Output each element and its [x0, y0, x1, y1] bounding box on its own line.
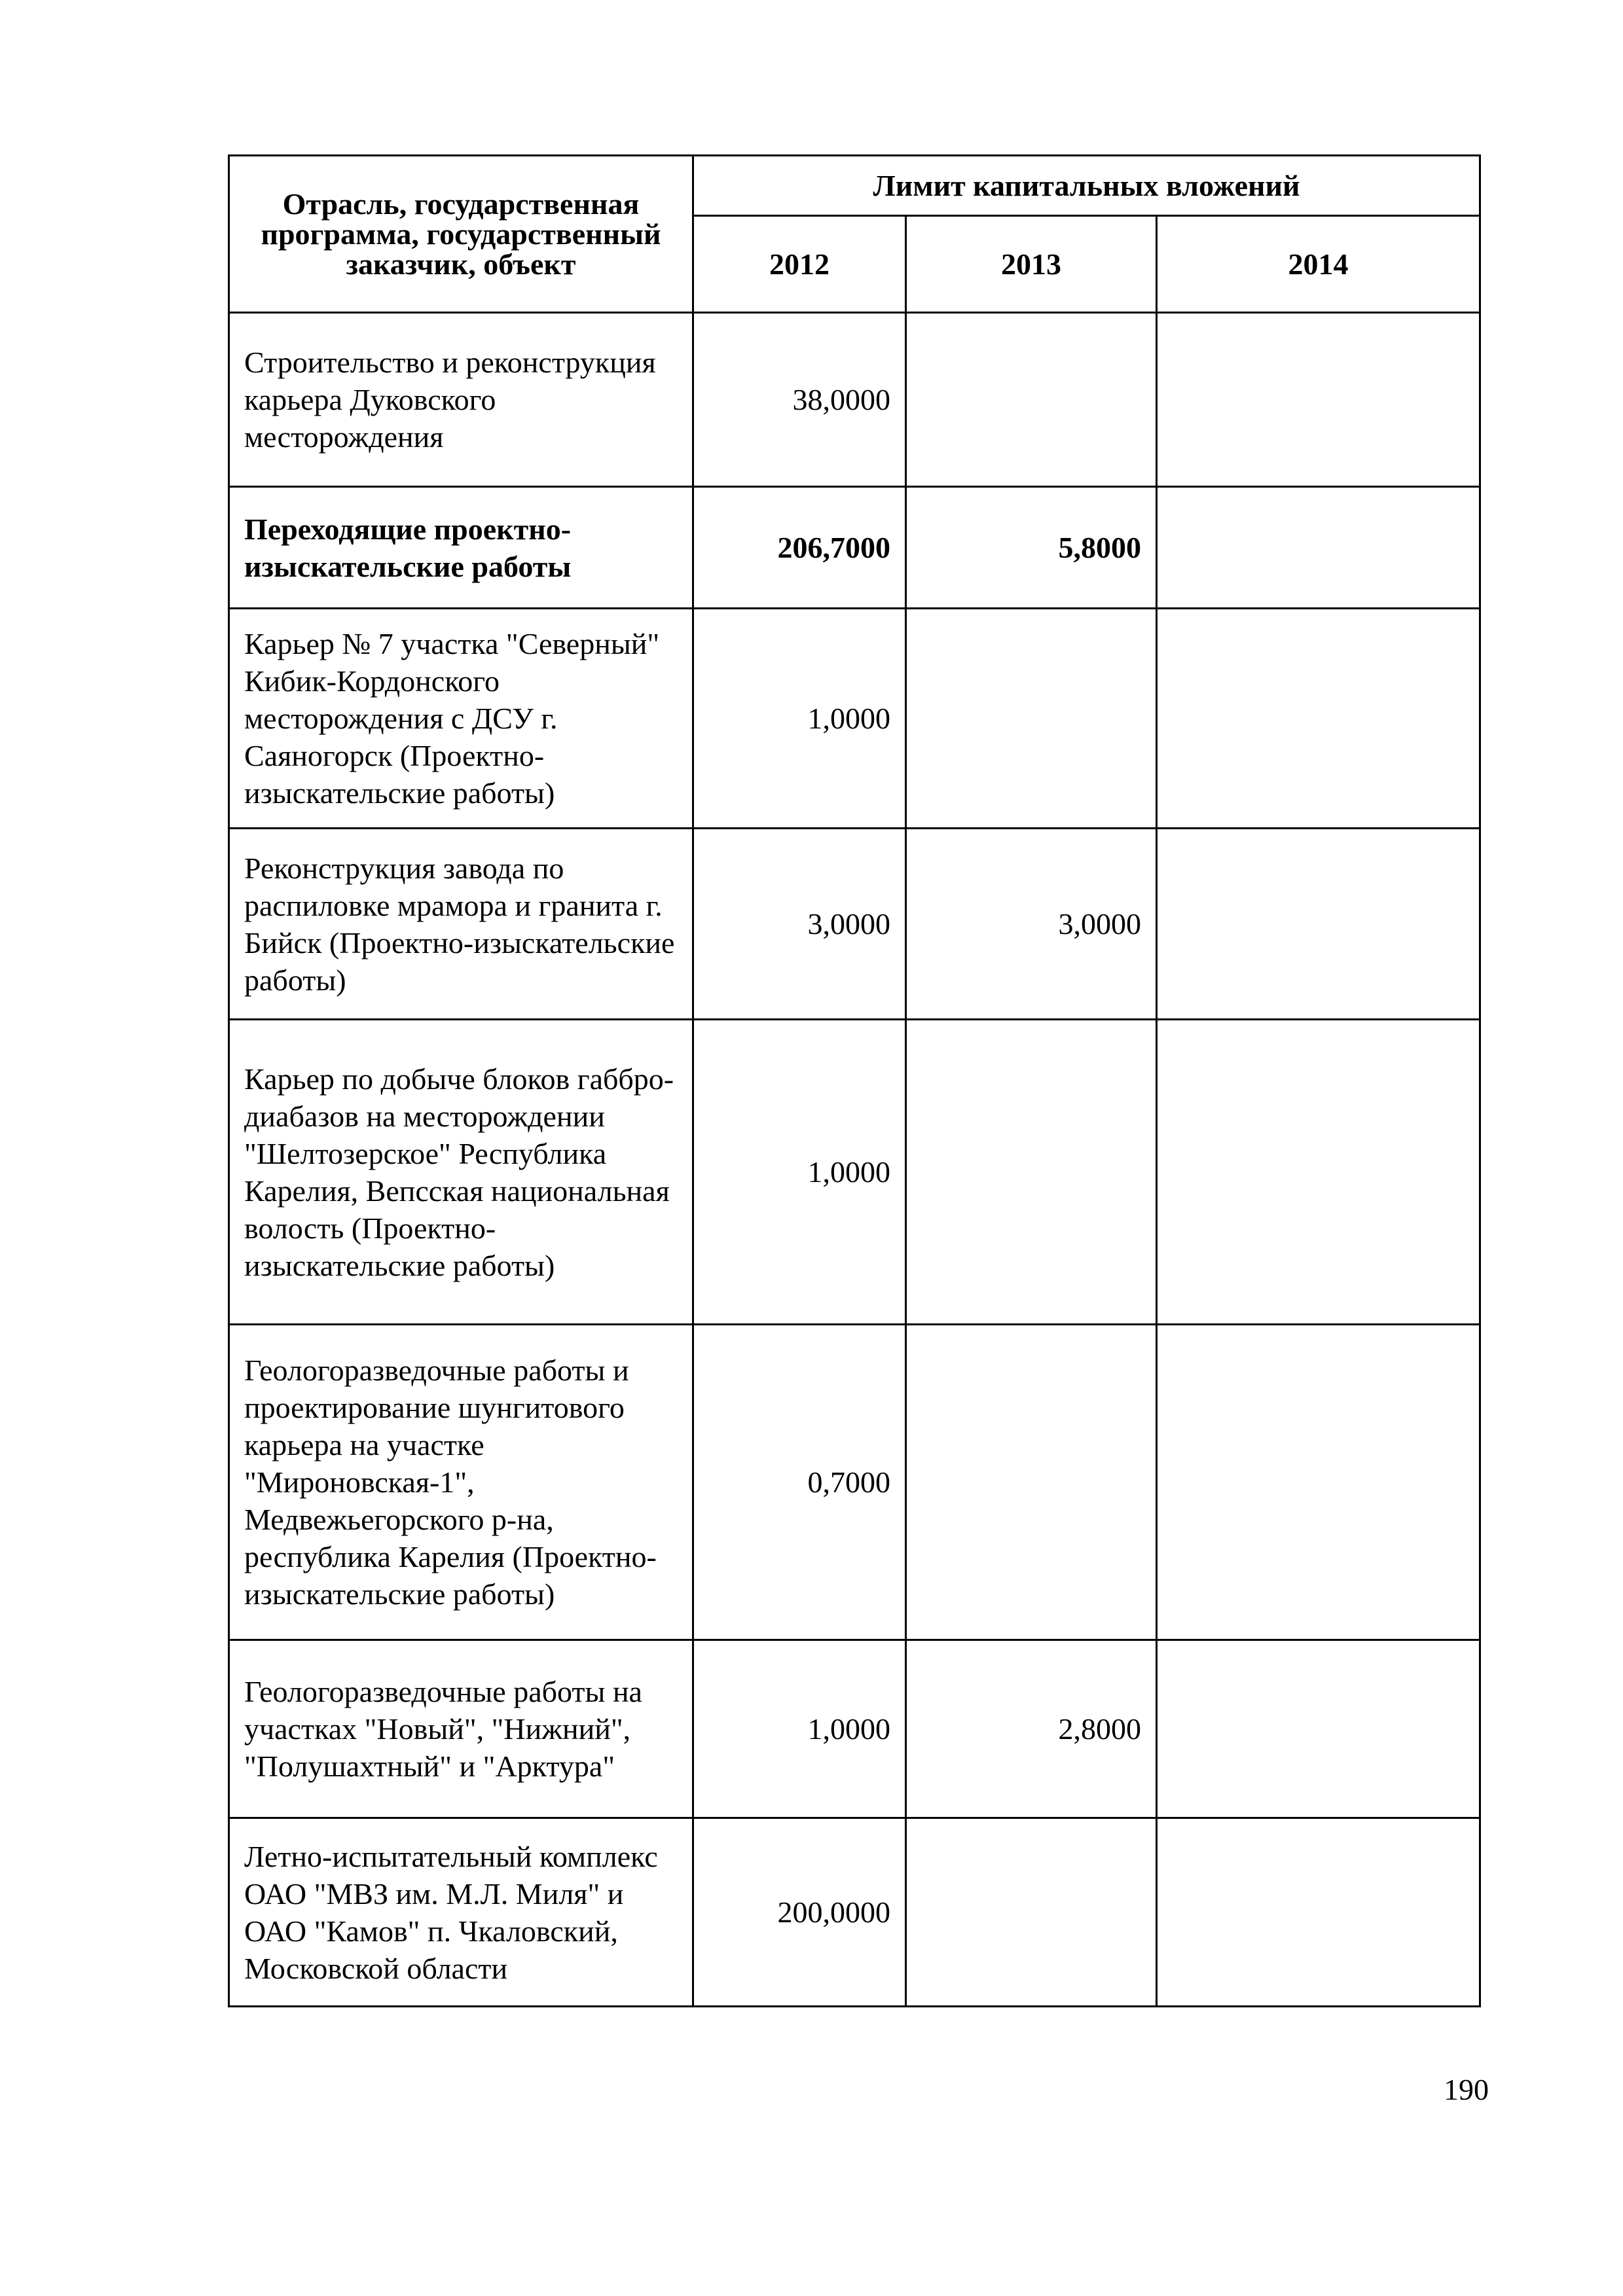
row-value-2012: 206,7000 — [693, 487, 906, 609]
table-row — [229, 1640, 1480, 1818]
row-value-2014 — [1157, 313, 1480, 487]
table-row — [229, 487, 1480, 609]
row-object-name: Геологоразведочные работы на участках "Новый", "Нижний", "Полушахтный" и "Арктура" — [229, 1640, 693, 1818]
table-row — [229, 313, 1480, 487]
header-group-cell: Лимит капитальных вложений — [693, 156, 1480, 216]
row-value-2013: 2,8000 — [906, 1640, 1157, 1818]
row-object-name: Геологоразведочные работы и проектирование шунгитового карьера на участке "Мироновская-1", Медвежьегорского р-на, республика Карелия (Проектно-изыскательские работы) — [229, 1325, 693, 1640]
header-year-2013: 2013 — [906, 216, 1157, 313]
row-value-2014 — [1157, 1640, 1480, 1818]
row-value-2014 — [1157, 609, 1480, 829]
table-row — [229, 1020, 1480, 1325]
row-object-name: Переходящие проектно-изыскательские работы — [229, 487, 693, 609]
row-value-2014 — [1157, 487, 1480, 609]
row-value-2013 — [906, 1020, 1157, 1325]
row-value-2012: 1,0000 — [693, 609, 906, 829]
table-body — [229, 313, 1480, 2007]
row-value-2013 — [906, 1325, 1157, 1640]
row-object-name: Реконструкция завода по распиловке мрамора и гранита г. Бийск (Проектно-изыскательские работы) — [229, 829, 693, 1020]
page-number: 190 — [1444, 2073, 1489, 2106]
row-value-2013 — [906, 609, 1157, 829]
header-name-cell: Отрасль, государственная программа, государственный заказчик, объект — [229, 156, 693, 313]
row-object-name: Летно-испытательный комплекс ОАО "МВЗ им. М.Л. Миля" и ОАО "Камов" п. Чкаловский, Московской области — [229, 1818, 693, 2007]
table-row — [229, 609, 1480, 829]
row-value-2014 — [1157, 1325, 1480, 1640]
row-object-name: Строительство и реконструкция карьера Дуковского месторождения — [229, 313, 693, 487]
row-value-2014 — [1157, 1818, 1480, 2007]
row-object-name: Карьер по добыче блоков габбро-диабазов на месторождении "Шелтозерское" Республика Карелия, Вепсская национальная волость (Проектно-изыскательские работы) — [229, 1020, 693, 1325]
table-row — [229, 1818, 1480, 2007]
row-value-2012: 200,0000 — [693, 1818, 906, 2007]
row-value-2012: 3,0000 — [693, 829, 906, 1020]
row-value-2013 — [906, 313, 1157, 487]
row-value-2014 — [1157, 829, 1480, 1020]
row-value-2012: 1,0000 — [693, 1020, 906, 1325]
row-object-name: Карьер № 7 участка "Северный" Кибик-Кордонского месторождения с ДСУ г. Саяногорск (Проектно-изыскательские работы) — [229, 609, 693, 829]
row-value-2012: 1,0000 — [693, 1640, 906, 1818]
row-value-2013: 3,0000 — [906, 829, 1157, 1020]
capital-investment-table — [228, 154, 1481, 2007]
header-year-2014: 2014 — [1157, 216, 1480, 313]
table-row — [229, 829, 1480, 1020]
row-value-2012: 0,7000 — [693, 1325, 906, 1640]
row-value-2014 — [1157, 1020, 1480, 1325]
header-row-top — [229, 156, 1480, 216]
row-value-2012: 38,0000 — [693, 313, 906, 487]
table-row — [229, 1325, 1480, 1640]
row-value-2013 — [906, 1818, 1157, 2007]
row-value-2013: 5,8000 — [906, 487, 1157, 609]
header-year-2012: 2012 — [693, 216, 906, 313]
